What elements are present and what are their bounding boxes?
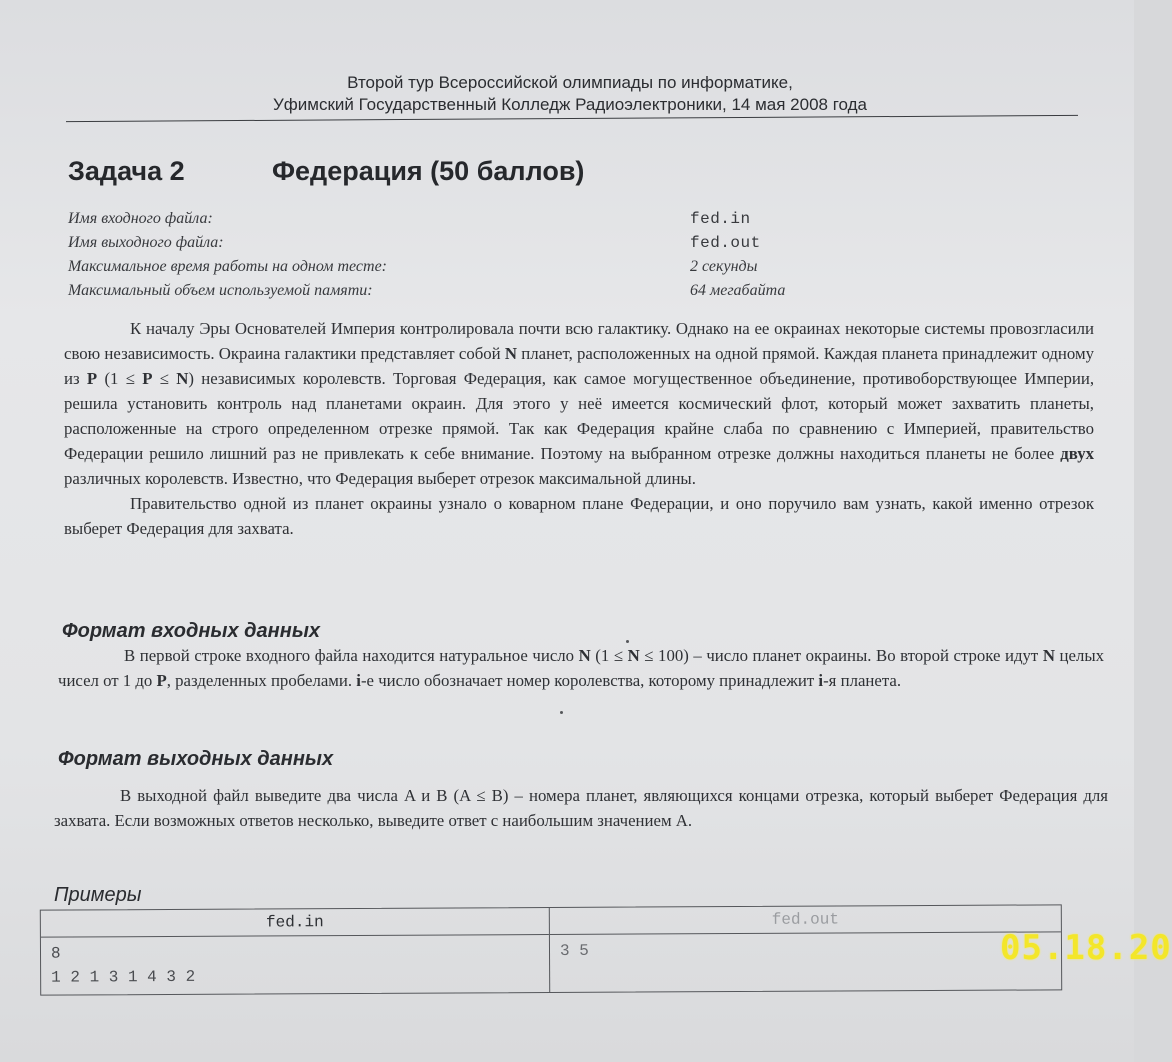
examples-output-column <box>550 905 1061 992</box>
input-format-text: В первой строке входного файла находится натуральное число N (1 ≤ N ≤ 100) – число планет окраины. Во второй строке идут N целых чисел от 1 до P, разделенных пробелами. i-е число обозначает номер королевства, которому принадлежит i-я планета. <box>58 646 1104 690</box>
meta-value: 64 мегабайта <box>690 282 786 299</box>
legend-paragraph-1: К началу Эры Основателей Империя контролировала почти всю галактику. Однако на ее окраинах некоторые системы провозгласили свою независимость. Окраина галактики представляет собой N планет, расположенных на одной прямой. Каждая планета принадлежит одному из P (1 ≤ P ≤ N) независимых королевств. Торговая Федерация, как самое могущественное объединение, противоборствующее Империи, решила установить контроль над планетами окраин. Для этого у неё имеется космический флот, который может захватить планеты, расположенные на строго определенном отрезке прямой. Так как Федерация крайне слаба по сравнению с Империей, правительство Федерации решило лишний раз не привлекать к себе внимание. Поэтому на выбранном отрезке должны находиться планеты не более двух различных королевств. Известно, что Федерация выберет отрезок максимальной длины. <box>64 319 1095 488</box>
meta-label: Максимальный объем используемой памяти: <box>68 282 373 299</box>
meta-value: fed.out <box>690 234 761 252</box>
stray-mark <box>626 640 629 643</box>
header-line-2: Уфимский Государственный Колледж Радиоэлектроники, 14 мая 2008 года <box>272 95 867 114</box>
problem-legend <box>64 316 1094 541</box>
examples-input-cell: 8 1 2 1 3 1 4 3 2 <box>50 944 196 987</box>
meta-label: Максимальное время работы на одном тесте: <box>68 258 387 275</box>
meta-label: Имя входного файла: <box>68 210 213 227</box>
task-number: Задача 2 <box>68 156 185 186</box>
task-limits <box>68 207 888 303</box>
examples-input-header: fed.in <box>41 908 549 938</box>
camera-date-stamp: 05.18.20 <box>1000 928 1172 968</box>
legend-paragraph-2: Правительство одной из планет окраины узнало о коварном плане Федерации, и оно поручило вам узнать, какой именно отрезок выберет Федерация для захвата. <box>64 494 1094 538</box>
output-format-text: В выходной файл выведите два числа A и B (A ≤ B) – номера планет, являющихся концами отрезка, который выберет Федерация для захвата. Если возможных ответов несколько, выведите ответ с наибольшим значением A. <box>54 786 1108 830</box>
examples-output-header: fed.out <box>550 905 1061 935</box>
document-header <box>60 72 1080 116</box>
task-title: Федерация (50 баллов) <box>272 156 585 186</box>
meta-row-output-file <box>68 231 888 255</box>
meta-value: 2 секунды <box>690 258 758 275</box>
meta-value: fed.in <box>690 210 751 228</box>
input-format-title: Формат входных данных <box>62 620 321 642</box>
output-format-title: Формат выходных данных <box>58 748 334 770</box>
examples-input-column <box>41 908 550 995</box>
header-line-1: Второй тур Всероссийской олимпиады по информатике, <box>347 73 793 92</box>
task-heading <box>68 156 585 187</box>
meta-label: Имя выходного файла: <box>68 234 224 251</box>
examples-title: Примеры <box>54 884 142 906</box>
meta-row-memory-limit <box>68 279 888 303</box>
meta-row-time-limit <box>68 255 888 279</box>
stray-mark <box>560 711 563 714</box>
examples-table <box>40 904 1062 995</box>
examples-output-cell: 3 5 <box>559 941 589 960</box>
meta-row-input-file <box>68 207 888 231</box>
